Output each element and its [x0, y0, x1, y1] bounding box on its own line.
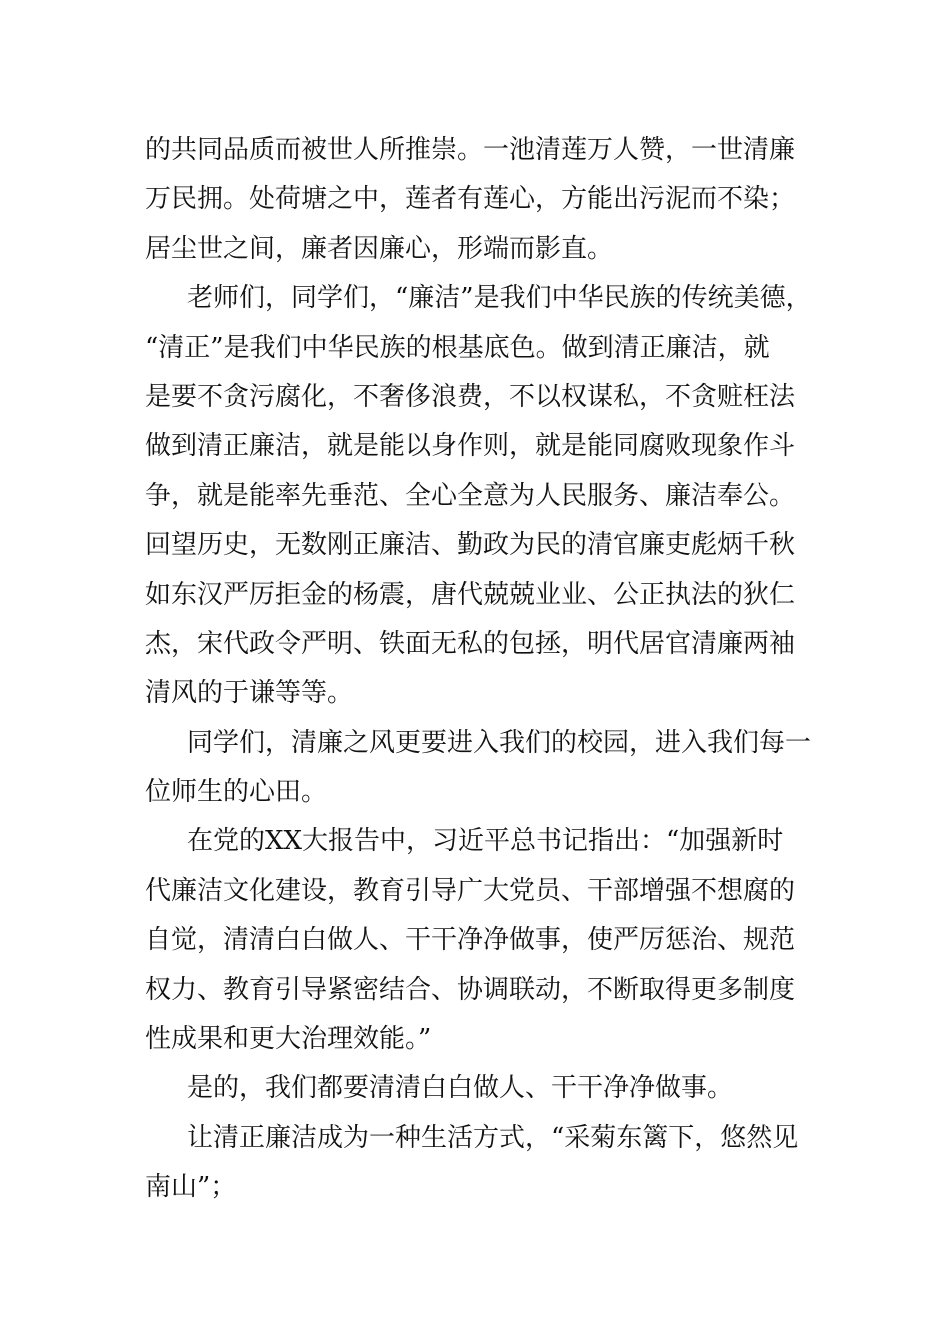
- text-line: 回望历史，无数刚正廉洁、勤政为民的清官廉吏彪炳千秋: [145, 530, 796, 561]
- text-line: 争，就是能率先垂范、全心全意为人民服务、廉洁奉公。: [145, 480, 796, 511]
- text-line: 同学们，清廉之风更要进入我们的校园，进入我们每一: [187, 727, 812, 758]
- text-line: 让清正廉洁成为一种生活方式，“采菊东篱下，悠然见: [187, 1122, 799, 1153]
- text-line: 南山”；: [145, 1172, 237, 1203]
- text-line: 老师们，同学们，“廉洁”是我们中华民族的传统美德，: [187, 283, 812, 314]
- text-line: 是要不贪污腐化，不奢侈浪费，不以权谋私，不贪赃枉法: [145, 381, 796, 412]
- text-line: 性成果和更大治理效能。”: [145, 1024, 432, 1055]
- text-line: 居尘世之间，廉者因廉心，形端而影直。: [145, 233, 614, 264]
- text-line: 位师生的心田。: [145, 777, 328, 808]
- text-line: “清正”是我们中华民族的根基底色。做到清正廉洁，就: [145, 332, 770, 363]
- text-line: 的共同品质而被世人所推崇。一池清莲万人赞，一世清廉: [145, 135, 796, 165]
- body-text: [145, 126, 845, 1213]
- text-line: 代廉洁文化建设，教育引导广大党员、干部增强不想腐的: [145, 875, 796, 906]
- text-line: 清风的于谦等等。: [145, 678, 354, 709]
- text-line: 在党的XX大报告中，习近平总书记指出：“加强新时: [187, 826, 784, 857]
- text-line: 做到清正廉洁，就是能以身作则，就是能同腐败现象作斗: [145, 431, 796, 462]
- text-line: 如东汉严厉拒金的杨震，唐代兢兢业业、公正执法的狄仁: [145, 579, 796, 610]
- text-line: 自觉，清清白白做人、干干净净做事，使严厉惩治、规范: [145, 925, 796, 956]
- text-line: 是的，我们都要清清白白做人、干干净净做事。: [187, 1073, 734, 1104]
- text-line: 万民拥。处荷塘之中，莲者有莲心，方能出污泥而不染；: [145, 184, 796, 215]
- text-line: 权力、教育引导紧密结合、协调联动，不断取得更多制度: [145, 974, 796, 1005]
- text-line: 杰，宋代政令严明、铁面无私的包拯，明代居官清廉两袖: [145, 628, 796, 659]
